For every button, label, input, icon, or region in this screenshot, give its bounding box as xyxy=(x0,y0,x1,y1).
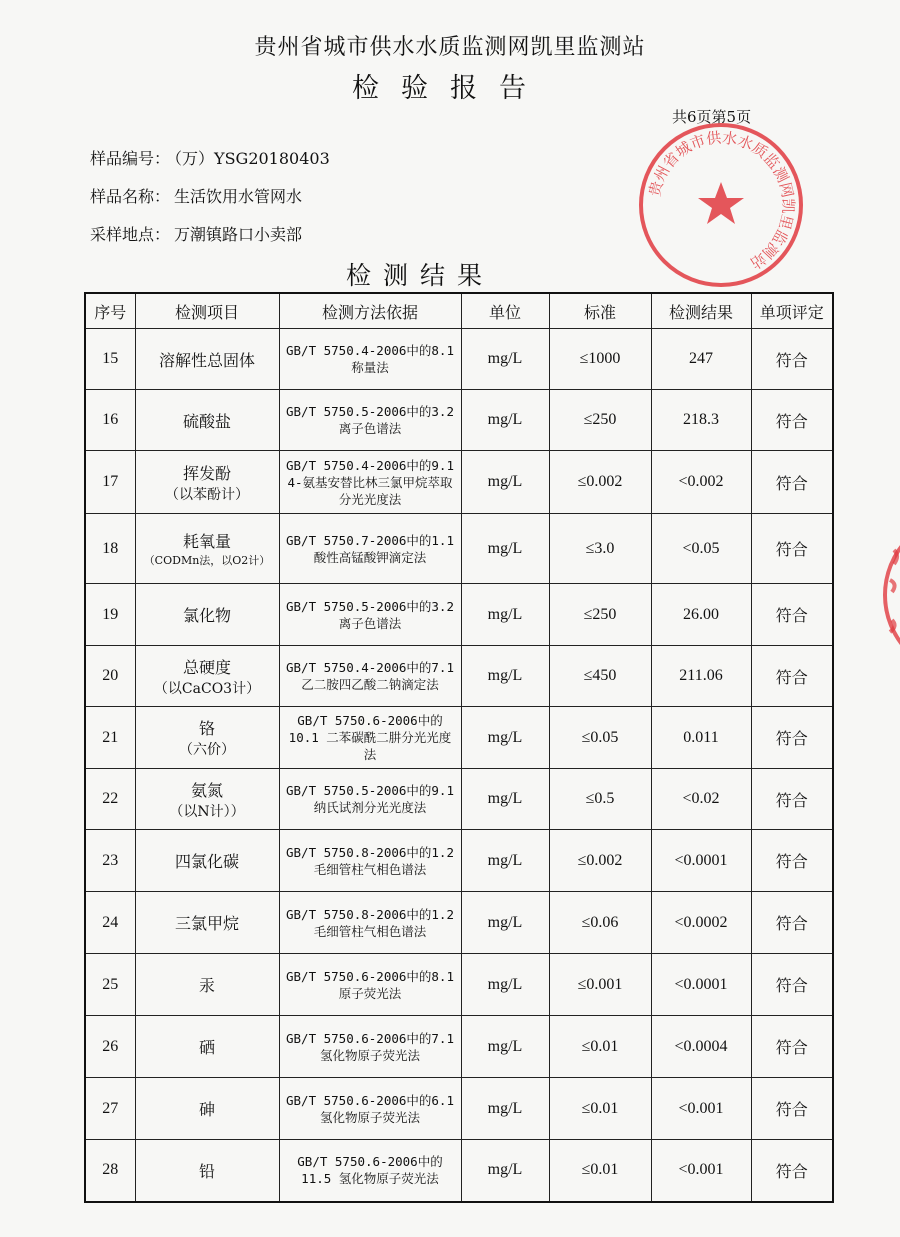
row-item: 氯化物 xyxy=(135,584,279,646)
row-method: GB/T 5750.6-2006中的 11.5 氢化物原子荧光法 xyxy=(279,1140,461,1202)
col-header-standard: 标准 xyxy=(549,293,651,329)
row-standard: ≤0.01 xyxy=(549,1016,651,1078)
row-unit: mg/L xyxy=(461,329,549,390)
row-item-cell xyxy=(135,451,279,514)
row-method: GB/T 5750.6-2006中的8.1 原子荧光法 xyxy=(279,954,461,1016)
results-table xyxy=(84,292,834,1203)
row-unit: mg/L xyxy=(461,707,549,769)
row-standard: ≤0.01 xyxy=(549,1140,651,1202)
row-method: GB/T 5750.4-2006中的7.1 乙二胺四乙酸二钠滴定法 xyxy=(279,646,461,707)
row-result: <0.0001 xyxy=(651,830,751,892)
row-eval: 符合 xyxy=(751,646,833,707)
table-row xyxy=(85,329,833,390)
row-eval: 符合 xyxy=(751,514,833,584)
seal-text: 贵州省城市供水水质监测网凯里监测站 xyxy=(645,128,798,273)
row-eval: 符合 xyxy=(751,1016,833,1078)
row-unit: mg/L xyxy=(461,830,549,892)
row-item-sub: （CODMn法，以O2计） xyxy=(143,554,271,567)
row-item-sub: （六价） xyxy=(179,742,235,758)
row-no: 22 xyxy=(85,769,135,830)
row-standard: ≤0.05 xyxy=(549,707,651,769)
col-header-method: 检测方法依据 xyxy=(279,293,461,329)
row-no: 17 xyxy=(85,451,135,514)
row-eval: 符合 xyxy=(751,1078,833,1140)
row-unit: mg/L xyxy=(461,390,549,451)
row-item: 氨氮 xyxy=(190,780,223,800)
row-no: 27 xyxy=(85,1078,135,1140)
row-no: 20 xyxy=(85,646,135,707)
row-eval: 符合 xyxy=(751,584,833,646)
row-method: GB/T 5750.7-2006中的1.1 酸性高锰酸钾滴定法 xyxy=(279,514,461,584)
row-no: 16 xyxy=(85,390,135,451)
row-eval: 符合 xyxy=(751,830,833,892)
row-method: GB/T 5750.6-2006中的7.1 氢化物原子荧光法 xyxy=(279,1016,461,1078)
row-item: 三氯甲烷 xyxy=(135,892,279,954)
row-result: <0.0001 xyxy=(651,954,751,1016)
row-method: GB/T 5750.5-2006中的9.1 纳氏试剂分光光度法 xyxy=(279,769,461,830)
row-eval: 符合 xyxy=(751,390,833,451)
row-result: 247 xyxy=(651,329,751,390)
row-unit: mg/L xyxy=(461,1140,549,1202)
table-row xyxy=(85,1078,833,1140)
row-eval: 符合 xyxy=(751,769,833,830)
row-item: 四氯化碳 xyxy=(135,830,279,892)
row-result: <0.0002 xyxy=(651,892,751,954)
row-standard: ≤0.01 xyxy=(549,1078,651,1140)
row-unit: mg/L xyxy=(461,892,549,954)
col-header-unit: 单位 xyxy=(461,293,549,329)
row-result: <0.02 xyxy=(651,769,751,830)
row-standard: ≤0.002 xyxy=(549,451,651,514)
row-unit: mg/L xyxy=(461,514,549,584)
row-no: 25 xyxy=(85,954,135,1016)
table-row xyxy=(85,646,833,707)
row-standard: ≤0.002 xyxy=(549,830,651,892)
organization-name: 贵州省城市供水水质监测网凯里监测站 xyxy=(254,35,646,60)
table-row xyxy=(85,830,833,892)
row-item: 挥发酚 xyxy=(182,463,231,483)
sample-name-value: 生活饮用水管网水 xyxy=(174,187,303,206)
row-item-cell xyxy=(135,707,279,769)
sample-number-label: 样品编号： xyxy=(90,149,171,168)
row-unit: mg/L xyxy=(461,954,549,1016)
row-no: 26 xyxy=(85,1016,135,1078)
row-item: 砷 xyxy=(135,1078,279,1140)
sample-number xyxy=(90,146,330,169)
row-standard: ≤450 xyxy=(549,646,651,707)
row-method: GB/T 5750.6-2006中的6.1 氢化物原子荧光法 xyxy=(279,1078,461,1140)
row-no: 23 xyxy=(85,830,135,892)
row-eval: 符合 xyxy=(751,329,833,390)
row-result: 218.3 xyxy=(651,390,751,451)
row-result: <0.05 xyxy=(651,514,751,584)
row-standard: ≤1000 xyxy=(549,329,651,390)
col-header-item: 检测项目 xyxy=(135,293,279,329)
row-eval: 符合 xyxy=(751,707,833,769)
row-item: 铅 xyxy=(135,1140,279,1202)
row-standard: ≤0.5 xyxy=(549,769,651,830)
row-no: 15 xyxy=(85,329,135,390)
table-row xyxy=(85,769,833,830)
page-info: 共6页第5页 xyxy=(672,108,752,126)
sample-location-label: 采样地点： xyxy=(90,225,171,244)
table-row xyxy=(85,1140,833,1202)
row-unit: mg/L xyxy=(461,1078,549,1140)
row-item-sub: （以苯酚计） xyxy=(165,486,249,503)
row-result: 211.06 xyxy=(651,646,751,707)
row-unit: mg/L xyxy=(461,1016,549,1078)
table-row xyxy=(85,707,833,769)
table-row xyxy=(85,451,833,514)
row-no: 21 xyxy=(85,707,135,769)
row-eval: 符合 xyxy=(751,954,833,1016)
row-method: GB/T 5750.4-2006中的9.1 4-氨基安替比林三氯甲烷萃取分光光度法 xyxy=(279,451,461,514)
row-standard: ≤0.06 xyxy=(549,892,651,954)
row-item-cell xyxy=(135,646,279,707)
table-row xyxy=(85,1016,833,1078)
sample-name-label: 样品名称： xyxy=(90,187,171,206)
row-standard: ≤0.001 xyxy=(549,954,651,1016)
sample-location xyxy=(90,222,302,245)
sample-location-value: 万潮镇路口小卖部 xyxy=(174,225,303,244)
row-method: GB/T 5750.5-2006中的3.2 离子色谱法 xyxy=(279,584,461,646)
row-no: 19 xyxy=(85,584,135,646)
row-result: 0.011 xyxy=(651,707,751,769)
row-item-sub: （以CaCO3计） xyxy=(153,680,261,697)
col-header-result: 检测结果 xyxy=(651,293,751,329)
row-item: 耗氧量 xyxy=(182,532,231,551)
section-title: 检测结果 xyxy=(345,261,494,290)
table-row xyxy=(85,584,833,646)
col-header-no: 序号 xyxy=(85,293,135,329)
row-no: 24 xyxy=(85,892,135,954)
partial-seal-icon xyxy=(880,510,900,680)
row-item-cell xyxy=(135,514,279,584)
row-standard: ≤250 xyxy=(549,390,651,451)
row-method: GB/T 5750.8-2006中的1.2 毛细管柱气相色谱法 xyxy=(279,892,461,954)
row-eval: 符合 xyxy=(751,1140,833,1202)
report-title: 检验报告 xyxy=(352,73,548,104)
row-no: 18 xyxy=(85,514,135,584)
row-eval: 符合 xyxy=(751,451,833,514)
table-row xyxy=(85,390,833,451)
table-row xyxy=(85,892,833,954)
official-seal-icon xyxy=(636,120,806,290)
row-item-sub: （以N计）） xyxy=(169,803,245,820)
row-item: 溶解性总固体 xyxy=(135,329,279,390)
row-method: GB/T 5750.8-2006中的1.2 毛细管柱气相色谱法 xyxy=(279,830,461,892)
table-row xyxy=(85,514,833,584)
table-row xyxy=(85,954,833,1016)
row-method: GB/T 5750.6-2006中的 10.1 二苯碳酰二肼分光光度法 xyxy=(279,707,461,769)
row-result: <0.001 xyxy=(651,1140,751,1202)
row-standard: ≤3.0 xyxy=(549,514,651,584)
row-eval: 符合 xyxy=(751,892,833,954)
sample-name xyxy=(90,184,302,207)
row-item: 铬 xyxy=(198,719,215,738)
row-unit: mg/L xyxy=(461,646,549,707)
row-item: 汞 xyxy=(135,954,279,1016)
row-result: <0.0004 xyxy=(651,1016,751,1078)
row-result: <0.002 xyxy=(651,451,751,514)
table-header-row xyxy=(85,293,833,329)
row-unit: mg/L xyxy=(461,584,549,646)
row-item: 总硬度 xyxy=(182,657,231,677)
row-item-cell xyxy=(135,769,279,830)
col-header-eval: 单项评定 xyxy=(751,293,833,329)
row-method: GB/T 5750.5-2006中的3.2 离子色谱法 xyxy=(279,390,461,451)
row-result: <0.001 xyxy=(651,1078,751,1140)
sample-number-value: （万）YSG20180403 xyxy=(174,149,330,168)
row-no: 28 xyxy=(85,1140,135,1202)
row-unit: mg/L xyxy=(461,451,549,514)
row-method: GB/T 5750.4-2006中的8.1 称量法 xyxy=(279,329,461,390)
row-item: 硫酸盐 xyxy=(135,390,279,451)
row-standard: ≤250 xyxy=(549,584,651,646)
row-unit: mg/L xyxy=(461,769,549,830)
row-item: 硒 xyxy=(135,1016,279,1078)
row-result: 26.00 xyxy=(651,584,751,646)
